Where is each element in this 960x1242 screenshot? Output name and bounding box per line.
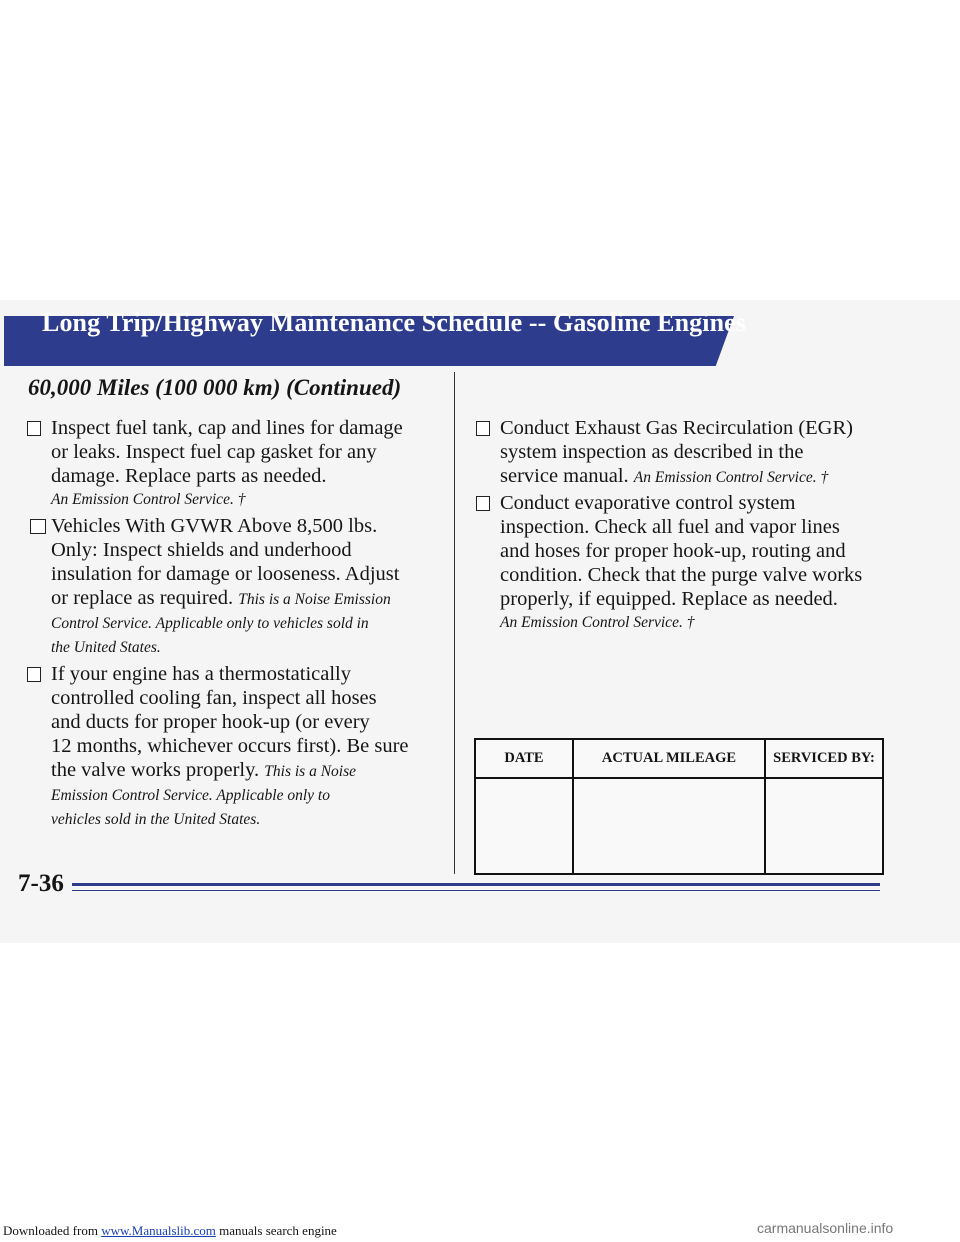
service-note-cont: the United States. [51,639,161,656]
checkbox-icon[interactable] [27,421,41,436]
checklist-item-cooling-fan: If your engine has a thermostatically controlled cooling fan, inspect all hoses and ducts for proper hook-up (or every 12 months, whichever occurs first). Be sure the valve works properly. This is a Noise Emission Control Service. Applicable only to vehicles sold in the United States. [51,662,409,832]
checklist-item-fuel-tank: Inspect fuel tank, cap and lines for damage or leaks. Inspect fuel cap gasket for any damage. Replace parts as needed. An Emission Control Service. † [51,416,403,512]
checklist-item-egr: Conduct Exhaust Gas Recirculation (EGR) system inspection as described in the service manual. An Emission Control Service. † [500,416,853,490]
watermark-text: carmanualsonline.info [757,1220,894,1236]
page-title: Long Trip/Highway Maintenance Schedule -- Gasoline Engines [42,308,747,337]
service-log-table [474,738,884,875]
checkbox-icon[interactable] [27,667,41,682]
download-footer: Downloaded from www.Manualslib.com manuals search engine [3,1223,337,1238]
table-row [475,778,883,874]
checkbox-icon[interactable] [30,519,46,534]
checklist-item-shields: Vehicles With GVWR Above 8,500 lbs. Only: Inspect shields and underhood insulation for damage or looseness. Adjust or replace as required. This is a Noise Emission Control Service. Applicable only to vehicles sold in the United States. [51,514,399,660]
page-number: 7-36 [18,870,64,897]
service-note-cont: Control Service. Applicable only to vehicles sold in [51,615,369,632]
service-note: An Emission Control Service. † [51,491,246,508]
column-header-serviced-by: SERVICED BY: [765,739,883,778]
service-note-cont: vehicles sold in the United States. [51,811,261,828]
column-divider [454,372,455,874]
manual-page [0,300,960,943]
service-note: An Emission Control Service. † [633,469,829,486]
manualslib-link[interactable]: www.Manualslib.com [101,1223,216,1238]
checklist-item-evap: Conduct evaporative control system inspection. Check all fuel and vapor lines and hoses for proper hook-up, routing and condition. Check that the purge valve works properly, if equipped. Replace as needed. An Emission Control Service. † [500,491,862,635]
mileage-cell[interactable] [573,778,765,874]
table-header-row [475,739,883,778]
section-title: 60,000 Miles (100 000 km) (Continued) [28,375,402,400]
footer-rule [72,883,880,886]
service-note-cont: Emission Control Service. Applicable only to [51,787,330,804]
checkbox-icon[interactable] [476,496,490,511]
service-note: This is a Noise [264,763,357,780]
footer-rule-thin [72,890,880,891]
column-header-date: DATE [475,739,573,778]
date-cell[interactable] [475,778,573,874]
service-note: This is a Noise Emission [238,591,391,608]
service-note: An Emission Control Service. † [500,614,695,631]
checkbox-icon[interactable] [476,421,490,436]
serviced-by-cell[interactable] [765,778,883,874]
column-header-mileage: ACTUAL MILEAGE [573,739,765,778]
